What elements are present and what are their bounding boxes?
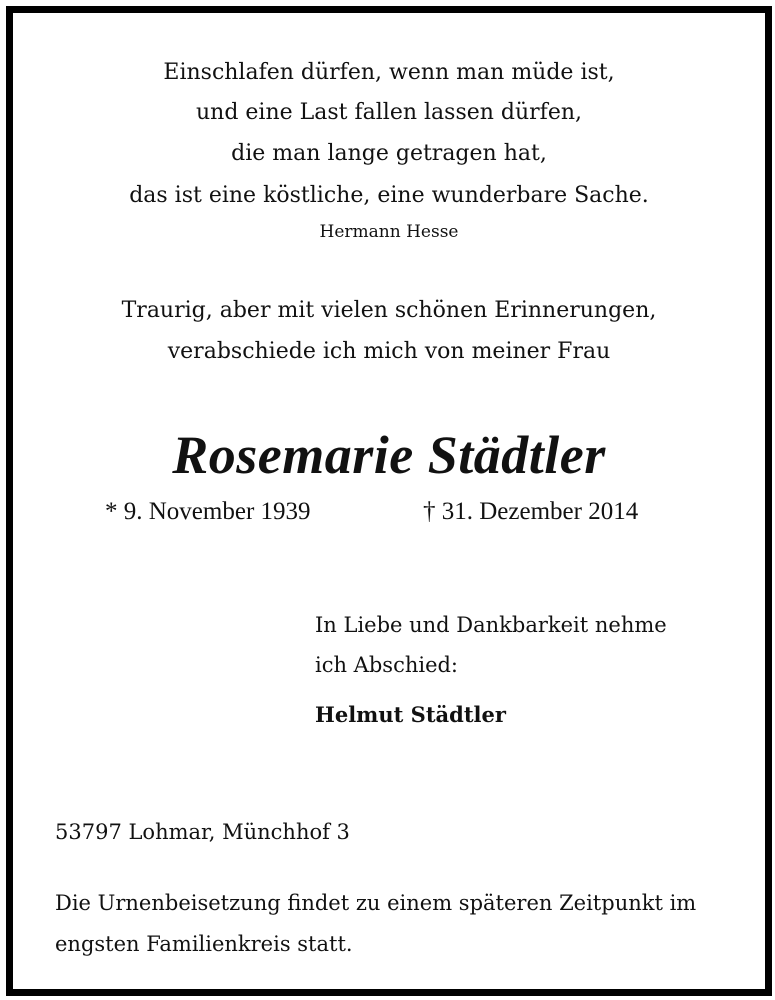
birth-date: * 9. November 1939 xyxy=(105,498,311,525)
poem-line-2: und eine Last fallen lassen dürfen, xyxy=(195,100,583,125)
notice-line-1: Die Urnenbeisetzung findet zu einem späteren Zeitpunkt im xyxy=(55,891,697,915)
intro-line-2: verabschiede ich mich von meiner Frau xyxy=(167,339,611,364)
poem-line-3: die man lange getragen hat, xyxy=(231,141,547,166)
deceased-name: Rosemarie Städtler xyxy=(172,425,606,485)
intro-line-1: Traurig, aber mit vielen schönen Erinnerungen, xyxy=(121,298,657,323)
mourner-line-1: In Liebe und Dankbarkeit nehme xyxy=(315,613,667,637)
poem-author: Hermann Hesse xyxy=(319,222,459,242)
mourner-line-2: ich Abschied: xyxy=(315,653,459,677)
poem-line-1: Einschlafen dürfen, wenn man müde ist, xyxy=(163,60,615,85)
notice-line-2: engsten Familienkreis statt. xyxy=(55,932,353,956)
mourner-name: Helmut Städtler xyxy=(315,702,506,727)
poem-line-4: das ist eine köstliche, eine wunderbare Sache. xyxy=(129,183,649,208)
obituary-frame xyxy=(6,6,772,996)
address: 53797 Lohmar, Münchhof 3 xyxy=(55,820,350,844)
death-date: † 31. Dezember 2014 xyxy=(423,498,639,525)
